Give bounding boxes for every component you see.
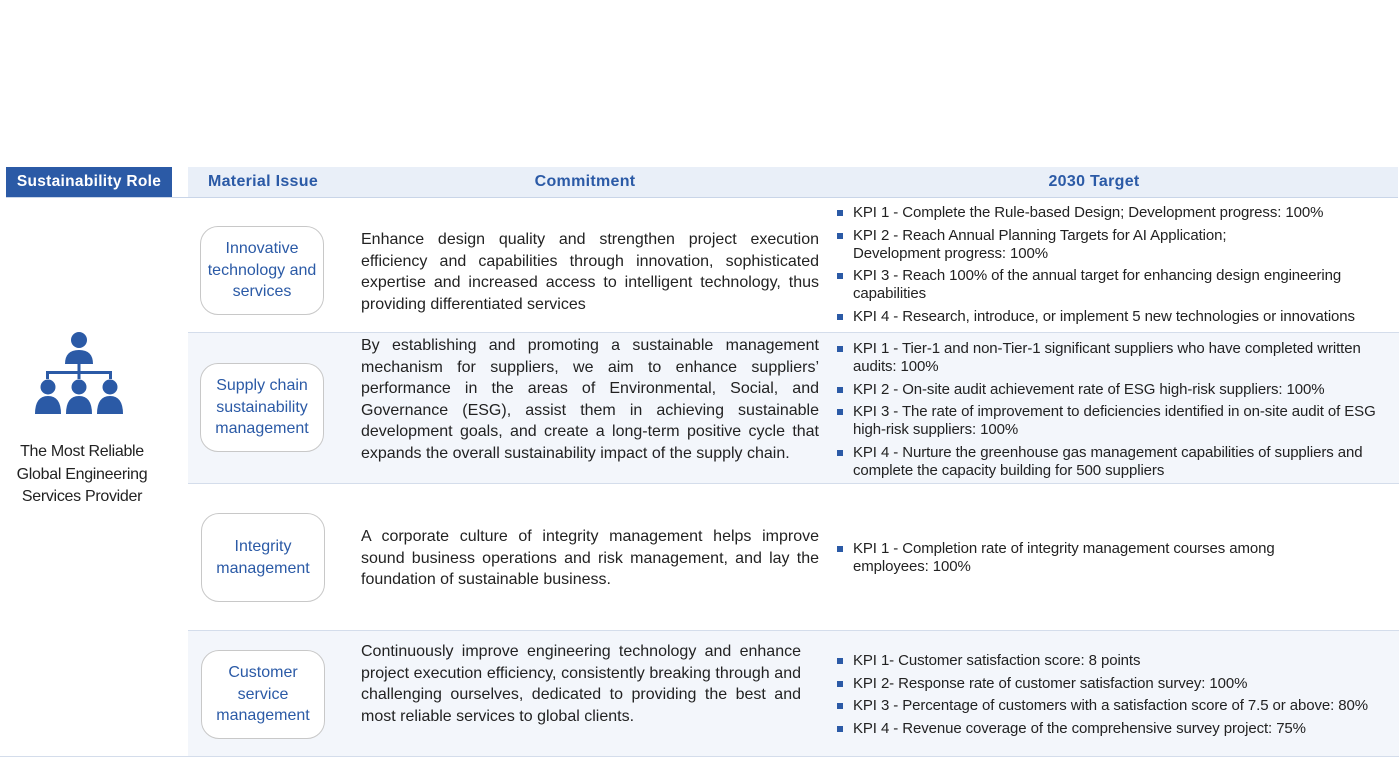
kpi-item: KPI 1 - Completion rate of integrity management courses among employees: 100% [836,540,1398,576]
bullet-square-icon [837,450,843,456]
issue-supply-chain: Supply chain sustainability management [200,363,324,452]
kpi-list-supply-chain [836,340,1398,484]
header-2030-target: 2030 Target [1048,173,1140,190]
bullet-square-icon [837,387,843,393]
commitment-innovative-technology: Enhance design quality and strengthen project execution efficiency and capabilities through innovation, sophisticated expertise and increased access to intelligent technology, thus providing differentiated services [361,231,819,313]
commitment-customer-service: Continuously improve engineering technology and enhance project execution efficiency, consistently breaking through and challenging ourselves, dedicated to providing the best and most reliable services to global clients. [361,643,801,725]
kpi-item: KPI 1 - Tier-1 and non-Tier-1 significant suppliers who have completed written audits: 100% [836,340,1398,376]
organization-people-icon [34,330,124,416]
issue-innovative-technology: Innovative technology and services [200,226,324,315]
commitment-integrity: A corporate culture of integrity management helps improve sound business operations and risk management, and lay the foundation of sustainable business. [361,528,819,588]
kpi-item: KPI 1 - Complete the Rule-based Design; Development progress: 100% [836,204,1398,222]
kpi-item: KPI 4 - Research, introduce, or implement 5 new technologies or innovations [836,308,1398,326]
kpi-item: KPI 2- Response rate of customer satisfaction survey: 100% [836,675,1398,693]
bullet-square-icon [837,658,843,664]
bullet-square-icon [837,314,843,320]
header-commitment: Commitment [534,173,636,190]
bullet-square-icon [837,703,843,709]
kpi-item: KPI 4 - Revenue coverage of the comprehensive survey project: 75% [836,720,1398,738]
bullet-square-icon [837,546,843,552]
issue-customer-service: Customer service management [201,650,325,739]
issue-integrity: Integrity management [201,513,325,602]
bullet-square-icon [837,273,843,279]
row-divider [188,630,1399,631]
bullet-square-icon [837,233,843,239]
kpi-item: KPI 3 - Reach 100% of the annual target for enhancing design engineering capabilities [836,267,1398,303]
kpi-item: KPI 4 - Nurture the greenhouse gas management capabilities of suppliers and complete the capacity building for 500 suppliers [836,444,1398,480]
bullet-square-icon [837,681,843,687]
header-sustainability-role: Sustainability Role [6,167,172,197]
kpi-item: KPI 3 - The rate of improvement to deficiencies identified in on-site audit of ESG high-risk suppliers: 100% [836,403,1398,439]
row-divider [188,332,1399,333]
bullet-square-icon [837,346,843,352]
sustainability-role-text: The Most Reliable Global Engineering Services Provider [16,443,148,505]
kpi-item: KPI 2 - On-site audit achievement rate of ESG high-risk suppliers: 100% [836,381,1398,399]
kpi-item: KPI 2 - Reach Annual Planning Targets for AI Application; Development progress: 100% [836,227,1398,263]
header-divider [6,197,1398,198]
kpi-list-customer-service [836,652,1398,742]
bullet-square-icon [837,210,843,216]
kpi-list-innovative-technology [836,204,1398,330]
header-material-issue: Material Issue [207,173,319,190]
bullet-square-icon [837,409,843,415]
commitment-supply-chain: By establishing and promoting a sustainable management mechanism for suppliers, we aim to enhance suppliers’ performance in the areas of Environmental, Social, and Governance (ESG), assist them in achieving sustainable development goals, and create a long-term positive cycle that expands the overall sustainability impact of the supply chain. [361,337,819,462]
kpi-item: KPI 3 - Percentage of customers with a satisfaction score of 7.5 or above: 80% [836,697,1398,715]
kpi-item: KPI 1- Customer satisfaction score: 8 points [836,652,1398,670]
kpi-list-integrity [836,540,1398,581]
bullet-square-icon [837,726,843,732]
